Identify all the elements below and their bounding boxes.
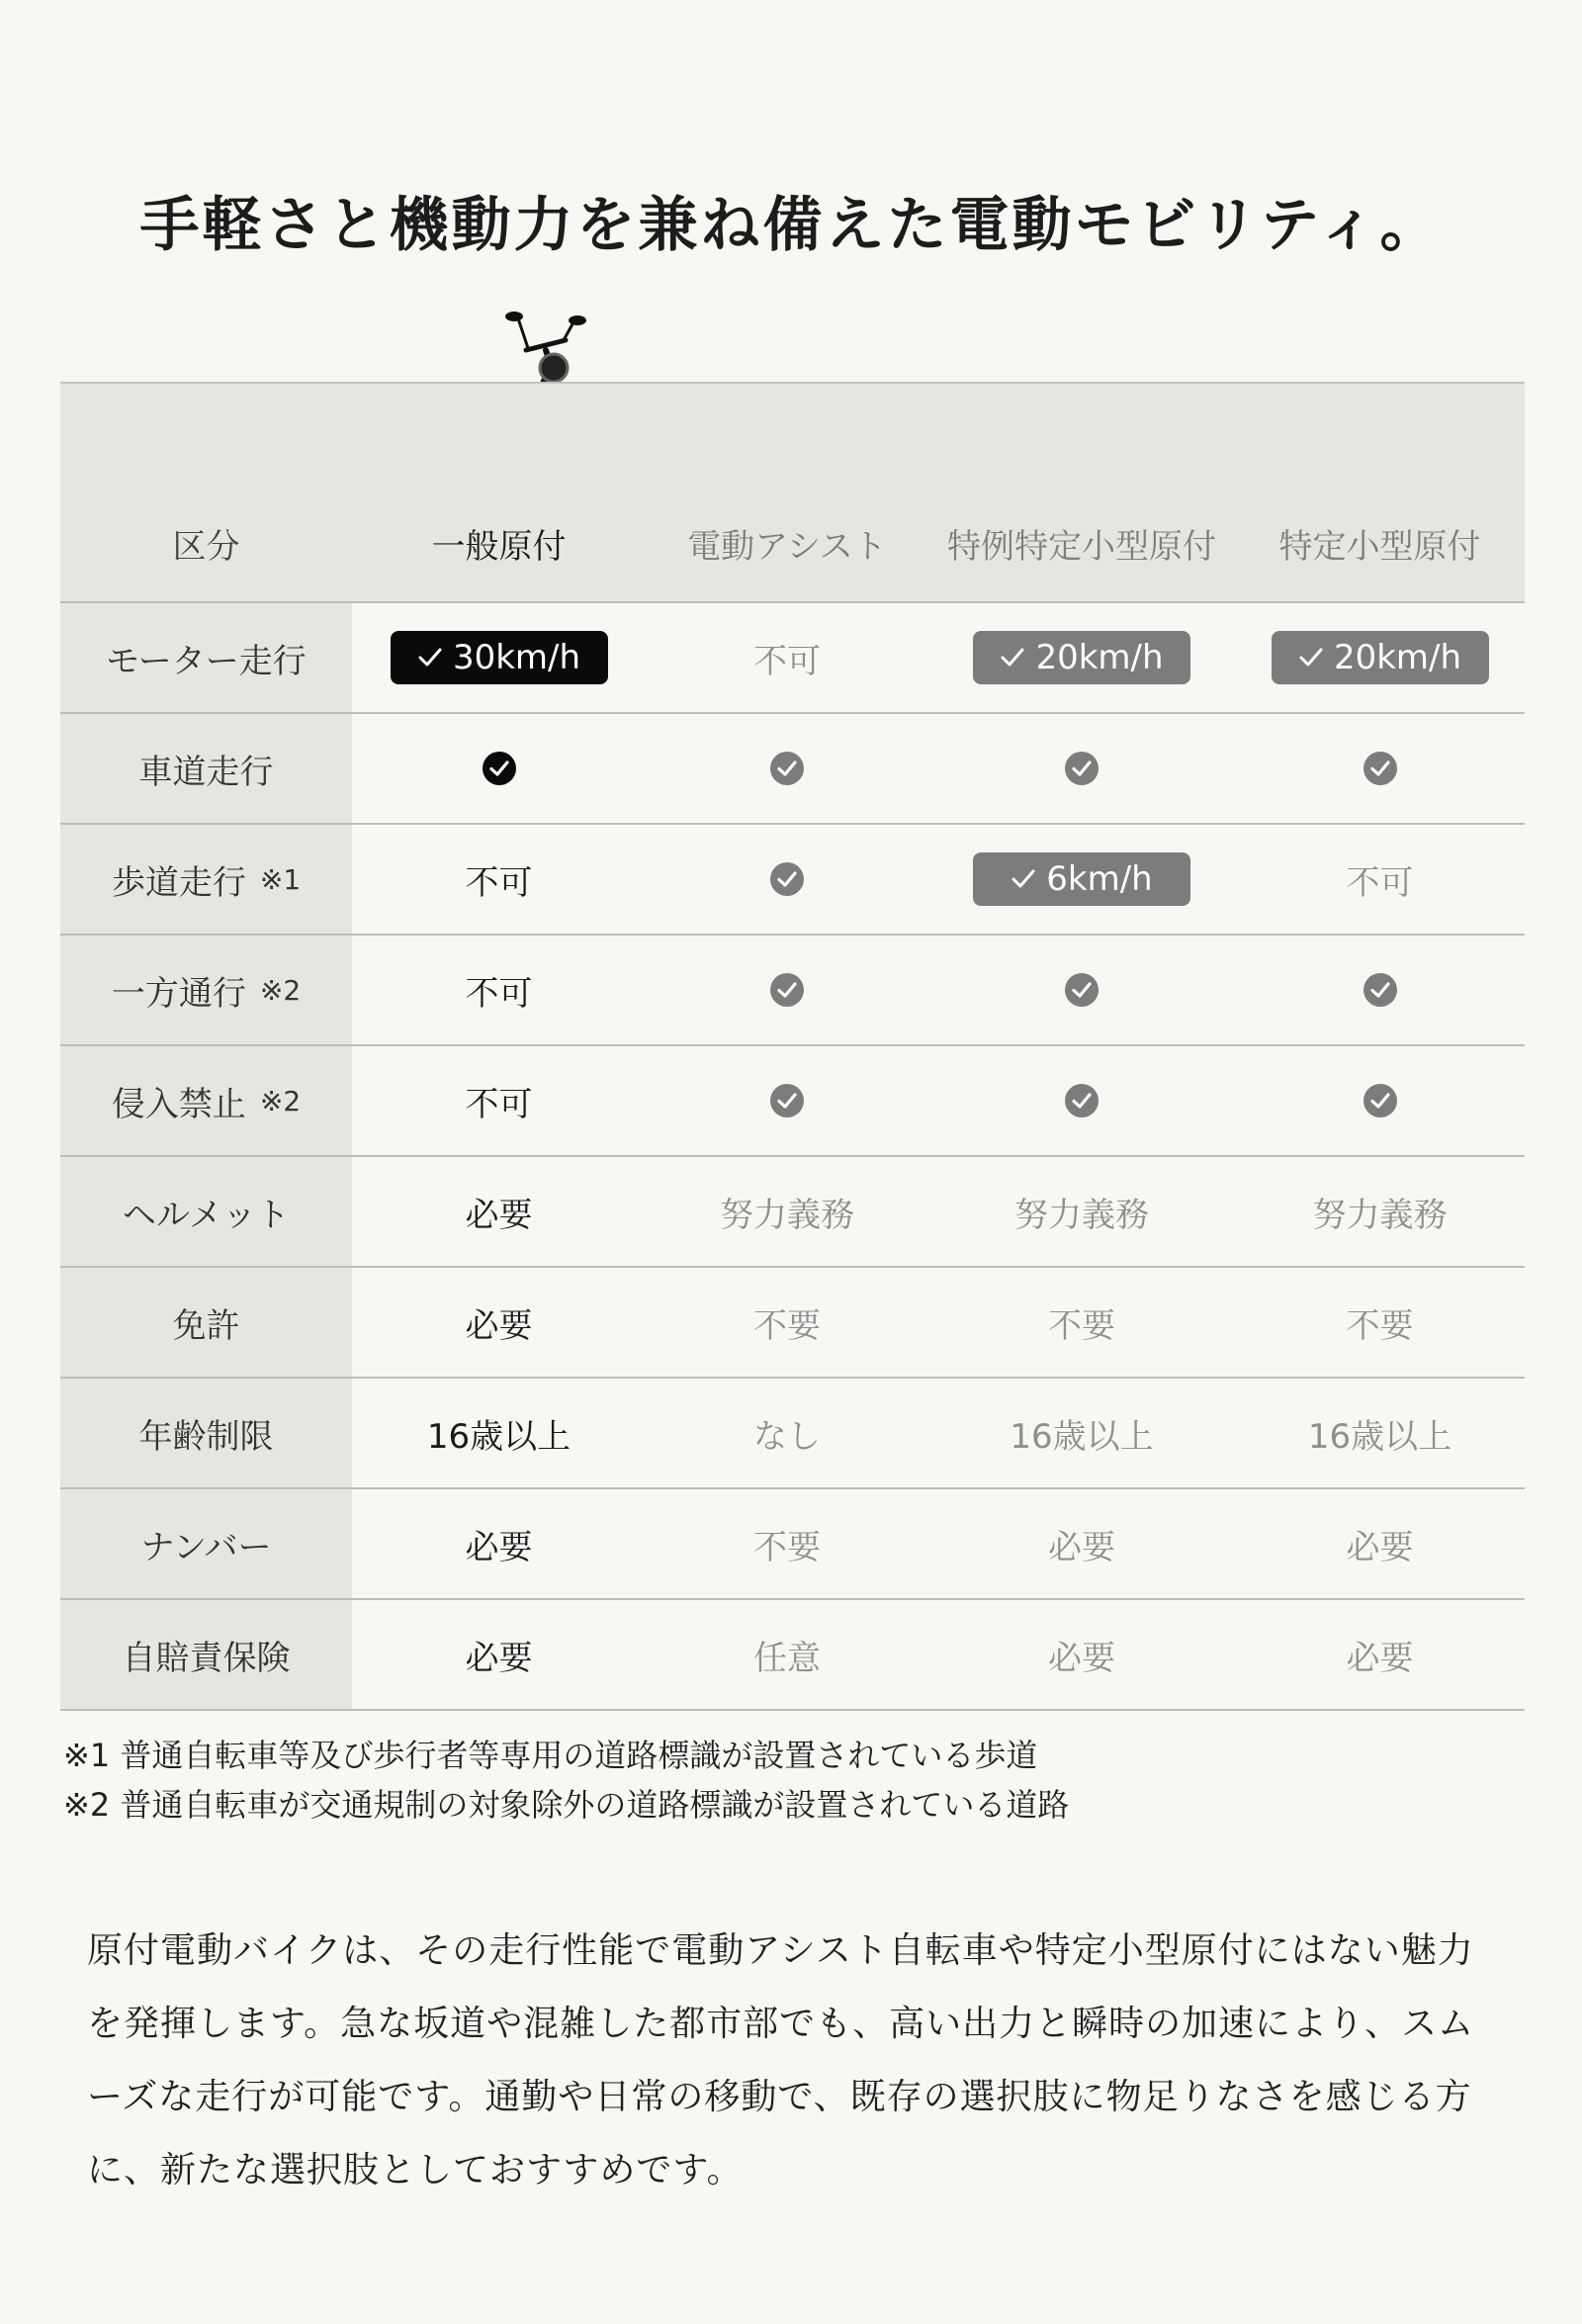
cell-text: なし <box>753 1416 821 1457</box>
cell-text: 不可 <box>1346 862 1414 903</box>
footnote-2: ※2 普通自転車が交通規制の対象除外の道路標識が設置されている道路 <box>63 1786 1070 1824</box>
cell-text: 不要 <box>1346 1305 1414 1346</box>
row-label-text: ヘルメット <box>123 1195 290 1235</box>
table-cell <box>352 1157 646 1266</box>
speed-badge-text: 30km/h <box>452 638 581 677</box>
cell-text: 必要 <box>465 1195 533 1235</box>
table-cell <box>1235 1600 1525 1709</box>
table-cell <box>352 1600 646 1709</box>
table-cell <box>1235 1268 1525 1377</box>
table-row <box>60 1379 1525 1489</box>
row-label <box>60 1157 352 1266</box>
table-cell <box>352 1268 646 1377</box>
table-cell <box>646 1157 928 1266</box>
table-cell <box>928 1046 1235 1155</box>
speed-badge-text: 20km/h <box>1333 638 1462 677</box>
footnotes <box>63 1731 1069 1830</box>
check-circle-icon <box>1362 1083 1398 1118</box>
speed-badge <box>973 852 1190 906</box>
table-cell <box>1235 714 1525 823</box>
cell-text: 不可 <box>465 973 533 1014</box>
row-label <box>60 1600 352 1709</box>
cell-text: 必要 <box>1346 1638 1414 1678</box>
row-label-text: 年齢制限 <box>138 1416 274 1457</box>
table-cell <box>646 825 928 934</box>
row-label <box>60 1489 352 1598</box>
cell-text: 必要 <box>1048 1527 1115 1567</box>
table-row <box>60 1157 1525 1268</box>
header-col-1: 一般原付 <box>431 527 567 567</box>
table-cell <box>646 1046 928 1155</box>
table-cell <box>646 714 928 823</box>
cell-text: 不要 <box>1048 1305 1115 1346</box>
description-paragraph: 原付電動バイクは、その走行性能で電動アシスト自転車や特定小型原付にはない魅力を発揮します。急な坂道や混雑した都市部でも、高い出力と瞬時の加速により、スムーズな走行が可能です。通勤や日常の移動で、既存の選択肢に物足りなさを感じる方に、新たな選択肢としておすすめです。 <box>87 1930 1475 2190</box>
header-col-3: 特例特定小型原付 <box>947 527 1216 567</box>
table-cell <box>352 1046 646 1155</box>
row-label <box>60 1379 352 1487</box>
table-header-row <box>60 382 1525 603</box>
table-row <box>60 1600 1525 1711</box>
cell-text: 16歳以上 <box>1307 1416 1452 1457</box>
cell-text: 16歳以上 <box>1010 1416 1154 1457</box>
table-row <box>60 825 1525 936</box>
cell-text: 不可 <box>465 862 533 903</box>
check-icon <box>1000 647 1035 669</box>
footnote-1: ※1 普通自転車等及び歩行者等専用の道路標識が設置されている歩道 <box>63 1737 1038 1774</box>
cell-text: 任意 <box>753 1638 821 1678</box>
table-cell <box>352 603 646 712</box>
comparison-table <box>60 382 1525 1711</box>
check-circle-icon <box>1064 1083 1099 1118</box>
cell-text: 努力義務 <box>1312 1195 1448 1235</box>
row-label <box>60 825 352 934</box>
check-icon <box>417 647 453 669</box>
table-row <box>60 603 1525 714</box>
cell-text: 努力義務 <box>1014 1195 1149 1235</box>
table-body <box>60 603 1525 1711</box>
check-circle-icon <box>1064 751 1099 786</box>
table-cell <box>352 825 646 934</box>
table-cell <box>1235 1379 1525 1487</box>
table-cell <box>928 603 1235 712</box>
table-cell <box>928 714 1235 823</box>
check-circle-icon <box>1362 751 1398 786</box>
cell-text: 必要 <box>465 1638 533 1678</box>
table-cell <box>928 1600 1235 1709</box>
table-cell <box>1235 1157 1525 1266</box>
table-cell <box>352 936 646 1044</box>
cell-text: 不可 <box>465 1084 533 1124</box>
speed-badge-text: 6km/h <box>1046 859 1153 899</box>
row-label-text: 免許 <box>172 1305 240 1346</box>
table-cell <box>928 1268 1235 1377</box>
check-circle-icon <box>1362 972 1398 1008</box>
table-row <box>60 1046 1525 1157</box>
table-cell <box>646 936 928 1044</box>
table-cell <box>928 1157 1235 1266</box>
row-label-text: 車道走行 <box>138 752 274 792</box>
row-label-text: 自賠責保険 <box>122 1638 291 1678</box>
header-col-4: 特定小型原付 <box>1278 527 1481 567</box>
table-row <box>60 1489 1525 1600</box>
cell-text: 必要 <box>1346 1527 1414 1567</box>
table-cell <box>1235 603 1525 712</box>
table-cell <box>928 1489 1235 1598</box>
row-label <box>60 714 352 823</box>
table-cell <box>1235 1046 1525 1155</box>
check-icon <box>1011 868 1046 890</box>
page-headline: 手軽さと機動力を兼ね備えた電動モビリティ。 <box>139 191 1443 260</box>
table-cell <box>646 1600 928 1709</box>
table-cell <box>1235 936 1525 1044</box>
table-cell <box>352 714 646 823</box>
row-label <box>60 603 352 712</box>
cell-text: 不可 <box>753 641 821 681</box>
cell-text: 必要 <box>1048 1638 1115 1678</box>
speed-badge <box>391 631 608 684</box>
check-icon <box>1298 647 1334 669</box>
speed-badge <box>973 631 1190 684</box>
row-label-text: ナンバー <box>140 1527 272 1567</box>
table-cell <box>928 825 1235 934</box>
row-label <box>60 1268 352 1377</box>
table-row <box>60 1268 1525 1379</box>
speed-badge <box>1272 631 1489 684</box>
table-cell <box>928 936 1235 1044</box>
speed-badge-text: 20km/h <box>1035 638 1164 677</box>
row-label-text: モーター走行 <box>106 641 307 681</box>
check-circle-icon <box>1064 972 1099 1008</box>
table-cell <box>352 1489 646 1598</box>
header-col-2: 電動アシスト <box>687 527 887 567</box>
check-circle-icon <box>769 751 805 786</box>
row-label-note: ※1 <box>259 862 302 896</box>
table-cell <box>352 1379 646 1487</box>
row-label-text: 侵入禁止 <box>111 1084 246 1124</box>
table-row <box>60 714 1525 825</box>
check-circle-icon <box>769 861 805 897</box>
table-cell <box>1235 825 1525 934</box>
table-cell <box>646 1268 928 1377</box>
table-cell <box>646 603 928 712</box>
check-circle-icon <box>769 972 805 1008</box>
check-circle-icon <box>769 1083 805 1118</box>
table-cell <box>928 1379 1235 1487</box>
cell-text: 不要 <box>753 1527 821 1567</box>
cell-text: 必要 <box>465 1305 533 1346</box>
row-label <box>60 936 352 1044</box>
cell-text: 必要 <box>465 1527 533 1567</box>
table-cell <box>646 1489 928 1598</box>
header-label: 区分 <box>172 527 240 567</box>
row-label-text: 一方通行 <box>111 973 246 1014</box>
table-cell <box>646 1379 928 1487</box>
cell-text: 16歳以上 <box>426 1416 571 1457</box>
table-cell <box>1235 1489 1525 1598</box>
check-circle-icon <box>482 751 517 786</box>
row-label-note: ※2 <box>259 1084 302 1117</box>
table-row <box>60 936 1525 1046</box>
row-label-note: ※2 <box>259 973 302 1007</box>
row-label <box>60 1046 352 1155</box>
cell-text: 不要 <box>753 1305 821 1346</box>
row-label-text: 歩道走行 <box>111 862 246 903</box>
cell-text: 努力義務 <box>720 1195 854 1235</box>
